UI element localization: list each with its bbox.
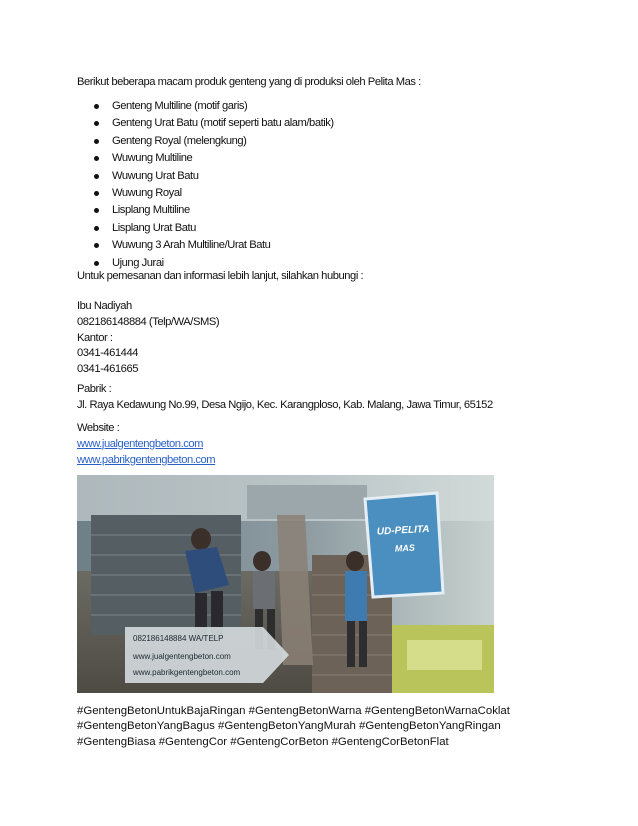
hashtags-line-2: #GentengBetonYangBagus #GentengBetonYangMurah #GentengBetonYangRingan (77, 720, 501, 733)
list-item: Wuwung Royal (77, 185, 334, 202)
factory-block (77, 382, 493, 414)
list-item: Lisplang Multiline (77, 202, 334, 219)
hashtags (77, 704, 557, 750)
contact-phone: 082186148884 (Telp/WA/SMS) (77, 315, 220, 328)
contact-note: Untuk pemesanan dan informasi lebih lanjut, silahkan hubungi : (77, 270, 364, 282)
bullet-icon (94, 104, 99, 109)
list-item: Genteng Urat Batu (motif seperti batu alam/batik) (77, 115, 334, 132)
bullet-icon (94, 243, 99, 248)
website-label: Website : (77, 422, 120, 434)
overlay-url-2: www.pabrikgentengbeton.com (133, 668, 241, 677)
office-label: Kantor : (77, 331, 113, 344)
office-phone-2: 0341-461665 (77, 363, 138, 376)
logo-card (365, 493, 443, 597)
website-link-1[interactable]: www.jualgentengbeton.com (77, 437, 204, 450)
overlay-url-1: www.jualgentengbeton.com (133, 652, 231, 661)
logo-line-1: UD-PELITA (376, 523, 430, 538)
contact-block (77, 299, 219, 378)
list-item: Wuwung Urat Batu (77, 168, 334, 185)
product-list (77, 98, 334, 272)
factory-photo (77, 475, 494, 693)
hashtags-line-1: #GentengBetonUntukBajaRingan #GentengBetonWarna #GentengBetonWarnaCoklat (77, 705, 510, 717)
bullet-icon (94, 139, 99, 144)
bullet-icon (94, 191, 99, 196)
list-item: Genteng Multiline (motif garis) (77, 98, 334, 115)
website-link-2[interactable]: www.pabrikgentengbeton.com (77, 453, 216, 466)
list-item: Ujung Jurai (77, 255, 334, 272)
bullet-icon (94, 156, 99, 161)
bullet-icon (94, 174, 99, 179)
list-item: Lisplang Urat Batu (77, 220, 334, 237)
factory-address: Jl. Raya Kedawung No.99, Desa Ngijo, Kec. Karangploso, Kab. Malang, Jawa Timur, 65152 (77, 398, 493, 411)
contact-overlay (125, 627, 289, 683)
list-item: Wuwung 3 Arah Multiline/Urat Batu (77, 237, 334, 254)
contact-name: Ibu Nadiyah (77, 300, 132, 312)
bullet-icon (94, 121, 99, 126)
overlay-phone: 082186148884 WA/TELP (133, 634, 224, 643)
logo-line-2: MAS (394, 542, 416, 554)
list-item: Genteng Royal (melengkung) (77, 133, 334, 150)
intro-text: Berikut beberapa macam produk genteng yang di produksi oleh Pelita Mas : (77, 76, 421, 88)
list-item: Wuwung Multiline (77, 150, 334, 167)
bullet-icon (94, 261, 99, 266)
office-phone-1: 0341-461444 (77, 347, 138, 360)
bullet-icon (94, 226, 99, 231)
hashtags-line-3: #GentengBiasa #GentengCor #GentengCorBeton #GentengCorBetonFlat (77, 735, 449, 748)
bullet-icon (94, 208, 99, 213)
factory-label: Pabrik : (77, 383, 112, 395)
website-block (77, 421, 215, 468)
